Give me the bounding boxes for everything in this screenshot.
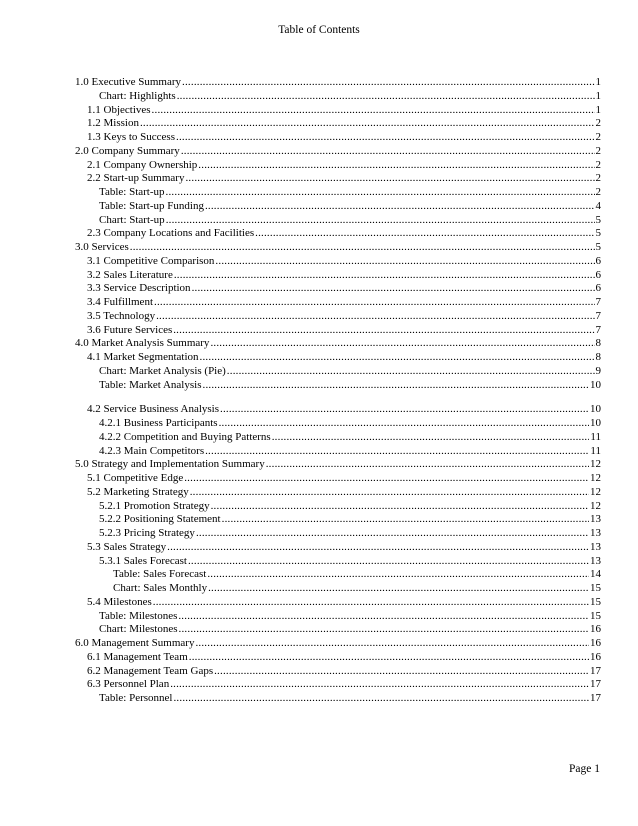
- toc-entry-label: 3.0 Services: [75, 241, 129, 253]
- toc-dot-leader: [219, 417, 589, 431]
- toc-entry-page: 5: [595, 213, 601, 226]
- toc-entry-page: 11: [590, 444, 601, 457]
- toc-dot-leader: [255, 227, 594, 241]
- toc-entry[interactable]: [75, 541, 601, 555]
- toc-entry-label: 6.3 Personnel Plan: [87, 678, 170, 691]
- page-title: Table of Contents: [278, 24, 360, 36]
- toc-dot-leader: [198, 159, 594, 173]
- toc-entry-label: 2.3 Company Locations and Facilities: [87, 227, 255, 240]
- toc-entry[interactable]: [75, 445, 601, 459]
- toc-entry-label: 4.1 Market Segmentation: [87, 351, 199, 363]
- toc-dot-leader: [167, 541, 589, 555]
- toc-entry-label: Table: Start-up Funding: [99, 199, 204, 212]
- toc-entry-label: 1.1 Objectives: [87, 103, 151, 116]
- toc-entry-label: 3.5 Technology: [87, 309, 156, 322]
- toc-entry-label: 6.2 Management Team Gaps: [87, 664, 214, 677]
- toc-entry-label: 2.2 Start-up Summary: [87, 172, 185, 185]
- toc-entry[interactable]: [75, 678, 601, 692]
- toc-entry[interactable]: [75, 337, 601, 351]
- toc-entry-label: 3.1 Competitive Comparison: [87, 254, 215, 267]
- toc-entry-page: 4: [595, 199, 601, 212]
- toc-entry[interactable]: [75, 227, 601, 241]
- toc-entry-page: 16: [590, 650, 601, 663]
- toc-entry[interactable]: [75, 582, 601, 596]
- toc-entry-label: Chart: Milestones: [99, 623, 178, 636]
- toc-entry[interactable]: [75, 159, 601, 173]
- toc-entry-page: 16: [590, 623, 601, 636]
- toc-entry-label: 3.6 Future Services: [87, 323, 173, 336]
- toc-dot-leader: [196, 527, 589, 541]
- toc-entry[interactable]: [75, 486, 601, 500]
- toc-entry-label: Table: Market Analysis: [99, 378, 202, 391]
- toc-entry[interactable]: [75, 365, 601, 379]
- toc-entry-label: 6.0 Management Summary: [75, 637, 195, 649]
- toc-entry-label: 5.3 Sales Strategy: [87, 540, 167, 553]
- toc-dot-leader: [195, 637, 589, 651]
- toc-entry[interactable]: [75, 282, 601, 296]
- toc-entry[interactable]: [75, 472, 601, 486]
- toc-entry-page: 15: [590, 582, 601, 594]
- toc-dot-leader: [207, 568, 589, 582]
- toc-dot-leader: [166, 214, 595, 228]
- toc-entry-label: Table: Personnel: [99, 692, 173, 704]
- toc-entry-page: 17: [590, 678, 601, 691]
- toc-dot-leader: [272, 431, 590, 445]
- toc-entry-page: 10: [590, 378, 601, 391]
- toc-entry[interactable]: [75, 431, 601, 445]
- toc-dot-leader: [208, 582, 589, 596]
- toc-entry-page: 16: [590, 637, 601, 649]
- toc-entry[interactable]: [75, 379, 601, 393]
- toc-entry-page: 12: [590, 472, 601, 484]
- toc-dot-leader: [156, 310, 594, 324]
- toc-entry-page: 1: [595, 103, 601, 116]
- toc-entry-label: Chart: Highlights: [99, 89, 176, 102]
- toc-entry[interactable]: [75, 269, 601, 283]
- toc-entry-page: 2: [595, 144, 601, 157]
- toc-entry[interactable]: [75, 296, 601, 310]
- toc-entry-label: 1.2 Mission: [87, 117, 139, 130]
- toc-dot-leader: [153, 596, 589, 610]
- toc-entry-label: 5.0 Strategy and Implementation Summary: [75, 458, 265, 471]
- toc-entry-page: 14: [590, 568, 601, 581]
- toc-entry-page: 11: [590, 430, 601, 443]
- toc-entry-page: 8: [595, 337, 601, 350]
- toc-entry[interactable]: [75, 351, 601, 365]
- toc-entry-page: 13: [590, 527, 601, 539]
- toc-entry-page: 12: [590, 458, 601, 471]
- toc-dot-leader: [140, 117, 595, 131]
- toc-entry-label: 4.2 Service Business Analysis: [87, 403, 219, 416]
- toc-entry-page: 8: [595, 351, 601, 363]
- toc-dot-leader: [176, 131, 595, 145]
- toc-dot-leader: [211, 500, 589, 514]
- toc-entry[interactable]: [75, 568, 601, 582]
- toc-dot-leader: [266, 458, 589, 472]
- toc-entry-page: 15: [590, 609, 601, 622]
- toc-dot-leader: [227, 365, 595, 379]
- toc-entry-label: Table: Milestones: [99, 609, 178, 622]
- toc-dot-leader: [182, 76, 594, 90]
- toc-dot-leader: [152, 104, 595, 118]
- toc-entry-label: 2.0 Company Summary: [75, 144, 180, 157]
- toc-dot-leader: [173, 324, 594, 338]
- toc-entry[interactable]: [75, 458, 601, 472]
- toc-entry[interactable]: [75, 403, 601, 417]
- toc-entry[interactable]: [75, 527, 601, 541]
- toc-entry[interactable]: [75, 324, 601, 338]
- toc-entry[interactable]: [75, 417, 601, 431]
- toc-entry-page: 7: [595, 309, 601, 322]
- toc-entry-label: 3.2 Sales Literature: [87, 268, 173, 281]
- toc-entry[interactable]: [75, 214, 601, 228]
- toc-entry-page: 1: [595, 89, 601, 102]
- toc-dot-leader: [210, 337, 594, 351]
- toc-entry-page: 5: [595, 241, 601, 253]
- toc-entry[interactable]: [75, 637, 601, 651]
- toc-dot-leader: [177, 90, 595, 104]
- toc-entry-label: 6.1 Management Team: [87, 650, 188, 663]
- toc-entry[interactable]: [75, 131, 601, 145]
- toc-dot-leader: [173, 692, 589, 706]
- toc-entry-label: Chart: Sales Monthly: [113, 582, 208, 594]
- toc-dot-leader: [205, 445, 589, 459]
- toc-entry-page: 12: [590, 485, 601, 498]
- toc-entry-page: 12: [590, 499, 601, 512]
- toc-dot-leader: [181, 145, 595, 159]
- toc-dot-leader: [179, 623, 589, 637]
- toc-dot-leader: [203, 379, 590, 393]
- toc-entry[interactable]: [75, 241, 601, 255]
- toc-entry-label: Chart: Market Analysis (Pie): [99, 364, 226, 377]
- toc-entry-label: 4.2.1 Business Participants: [99, 417, 218, 429]
- toc-dot-leader: [170, 678, 589, 692]
- toc-entry-page: 6: [595, 268, 601, 281]
- toc-entry-label: 4.2.2 Competition and Buying Patterns: [99, 430, 271, 443]
- toc-entry-label: Chart: Start-up: [99, 213, 165, 226]
- toc-entry-label: 5.2 Marketing Strategy: [87, 485, 189, 498]
- toc-entry[interactable]: [75, 76, 601, 90]
- toc-entry[interactable]: [75, 651, 601, 665]
- toc-dot-leader: [192, 282, 595, 296]
- toc-entry-page: 17: [590, 692, 601, 704]
- toc-dot-leader: [166, 186, 595, 200]
- toc-entry[interactable]: [75, 186, 601, 200]
- toc-dot-leader: [185, 172, 594, 186]
- toc-entry-page: 9: [595, 364, 601, 377]
- toc-dot-leader: [190, 486, 589, 500]
- toc-entry-page: 2: [595, 131, 601, 143]
- toc-entry[interactable]: [75, 500, 601, 514]
- toc-entry[interactable]: [75, 145, 601, 159]
- toc-entry-label: 5.2.2 Positioning Statement: [99, 513, 221, 526]
- toc-entry[interactable]: [75, 692, 601, 706]
- toc-entry-label: 2.1 Company Ownership: [87, 158, 198, 171]
- toc-dot-leader: [174, 269, 595, 283]
- toc-entry[interactable]: [75, 555, 601, 569]
- toc-dot-leader: [188, 555, 589, 569]
- toc-entry-page: 7: [595, 296, 601, 308]
- toc-entry[interactable]: [75, 90, 601, 104]
- toc-dot-leader: [214, 665, 589, 679]
- toc-entry-page: 10: [590, 403, 601, 416]
- toc-entry-label: 3.4 Fulfillment: [87, 296, 153, 308]
- toc-entry-page: 13: [590, 554, 601, 567]
- toc-entry-page: 5: [595, 227, 601, 240]
- toc-entry-label: 5.1 Competitive Edge: [87, 472, 184, 484]
- toc-entry[interactable]: [75, 172, 601, 186]
- toc-dot-leader: [205, 200, 595, 214]
- toc-entry-page: 2: [595, 186, 601, 198]
- toc-entry-label: 1.3 Keys to Success: [87, 131, 175, 143]
- toc-entry-label: 5.3.1 Sales Forecast: [99, 554, 187, 567]
- toc-entry-label: 3.3 Service Description: [87, 282, 191, 295]
- toc-entry-label: 1.0 Executive Summary: [75, 76, 182, 88]
- toc-entry[interactable]: [75, 665, 601, 679]
- toc-dot-leader: [154, 296, 595, 310]
- toc-entry-label: Table: Sales Forecast: [113, 568, 207, 581]
- toc-entry-page: 2: [595, 172, 601, 185]
- toc-entry-page: 10: [590, 417, 601, 429]
- toc-entry[interactable]: [75, 104, 601, 118]
- toc-dot-leader: [184, 472, 589, 486]
- toc-entry[interactable]: [75, 200, 601, 214]
- toc-entry-page: 2: [595, 158, 601, 171]
- toc-dot-leader: [222, 513, 589, 527]
- toc-entry[interactable]: [75, 310, 601, 324]
- toc-entry[interactable]: [75, 117, 601, 131]
- toc-entry-page: 15: [590, 595, 601, 608]
- toc-dot-leader: [130, 241, 595, 255]
- toc-entry-label: 4.2.3 Main Competitors: [99, 444, 205, 457]
- toc-entry-label: 5.4 Milestones: [87, 595, 152, 608]
- toc-dot-leader: [215, 255, 594, 269]
- toc-entry[interactable]: [75, 623, 601, 637]
- toc-entry[interactable]: [75, 610, 601, 624]
- table-of-contents: [75, 76, 601, 706]
- toc-dot-leader: [220, 403, 589, 417]
- toc-entry-page: 2: [595, 117, 601, 130]
- toc-entry-page: 6: [595, 282, 601, 295]
- toc-entry-label: 4.0 Market Analysis Summary: [75, 337, 210, 350]
- page-number: Page 1: [569, 763, 600, 775]
- toc-entry[interactable]: [75, 596, 601, 610]
- toc-dot-leader: [178, 610, 589, 624]
- toc-entry-label: Table: Start-up: [99, 186, 165, 198]
- toc-entry[interactable]: [75, 513, 601, 527]
- toc-entry-page: 13: [590, 513, 601, 526]
- toc-entry-page: 6: [595, 254, 601, 267]
- toc-entry-page: 1: [595, 76, 601, 88]
- toc-entry[interactable]: [75, 255, 601, 269]
- toc-entry-label: 5.2.3 Pricing Strategy: [99, 527, 195, 539]
- toc-entry-label: 5.2.1 Promotion Strategy: [99, 499, 210, 512]
- toc-entry-page: 7: [595, 323, 601, 336]
- toc-entry-page: 17: [590, 664, 601, 677]
- toc-entry-page: 13: [590, 540, 601, 553]
- toc-dot-leader: [189, 651, 589, 665]
- toc-dot-leader: [200, 351, 595, 365]
